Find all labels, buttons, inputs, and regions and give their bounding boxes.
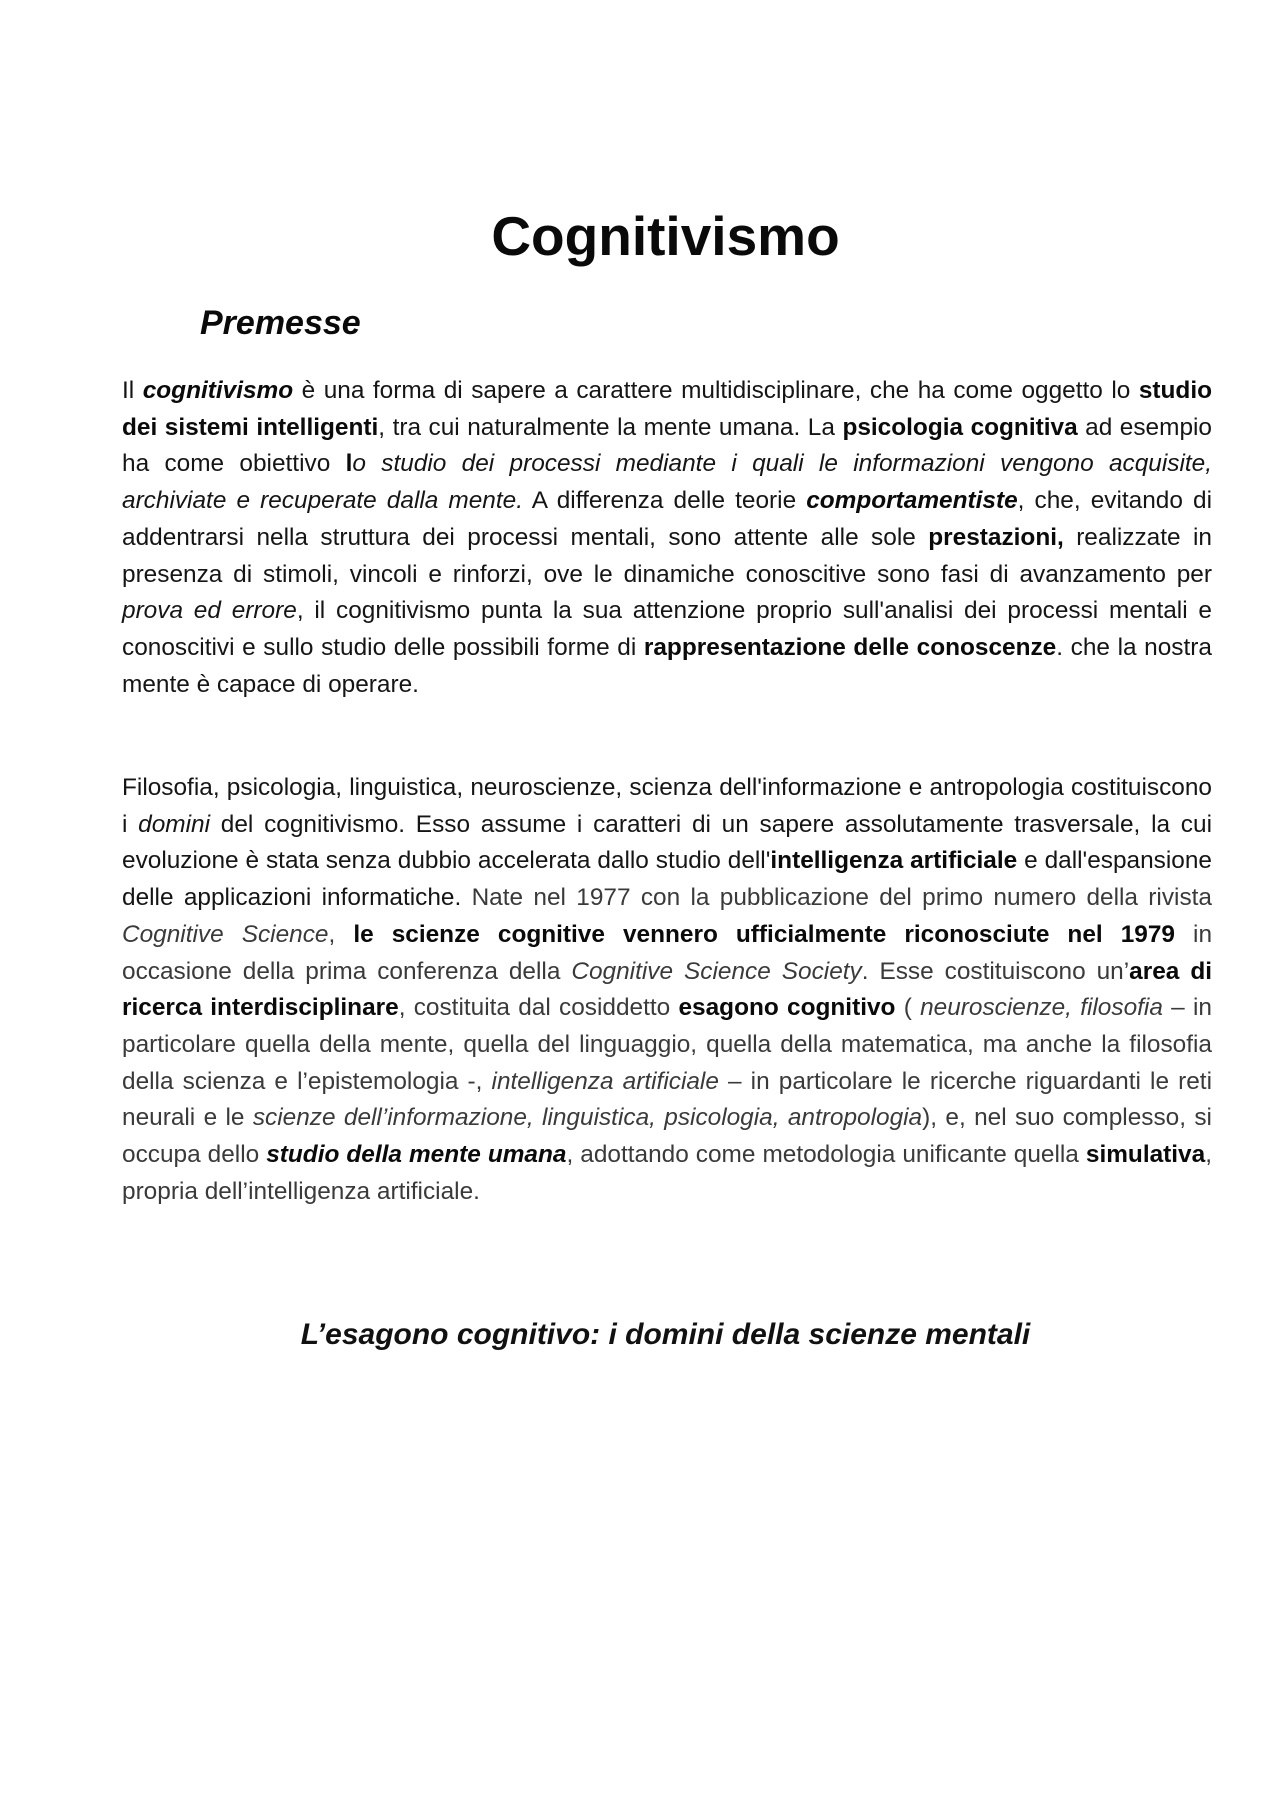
text-run: rappresentazione delle conoscenze [643, 633, 1057, 661]
text-run: area di ricerca interdisciplinare [122, 957, 1212, 1022]
text-run: è una forma di sapere a carattere multidisciplinare, che ha come oggetto lo [293, 377, 1139, 404]
text-run: cognitivismo [142, 377, 294, 404]
paragraph-premesse [122, 373, 1212, 703]
text-run: Il [122, 377, 143, 404]
figure-caption: L’esagono cognitivo: i domini della scienze mentali [300, 1318, 1031, 1351]
text-run: e dall'espansione delle applicazioni informatiche. [122, 847, 1212, 912]
text-run: ( [895, 994, 921, 1022]
text-run: realizzate in presenza di stimoli, vincoli e rinforzi, ove le dinamiche conoscitive sono fasi di avanzamento per [122, 523, 1212, 588]
text-run: comportamentiste [806, 487, 1018, 515]
text-run: Cognitive Science [122, 920, 329, 948]
text-run: , propria dell’intelligenza artificiale. [122, 1141, 1212, 1205]
text-run: del cognitivismo. Esso assume i caratteri di un sapere assolutamente trasversale, la cui evoluzione è stata senza dubbio accelerata dallo studio dell' [122, 810, 1212, 875]
text-run: Nate nel 1977 con la pubblicazione del primo numero della rivista [461, 884, 1212, 912]
text-run: studio dei sistemi intelligenti [122, 377, 1212, 441]
text-run: , che, evitando di addentrarsi nella struttura dei processi mentali, sono attente alle sole [122, 487, 1212, 551]
text-run: Filosofia, psicologia, linguistica, neuroscienze, scienza dell'informazione e antropologia costituiscono i [122, 774, 1212, 838]
text-run: . che la nostra mente è capace di operare. [122, 633, 1212, 698]
text-run: le scienze cognitive vennero ufficialmente riconosciute nel 1979 [353, 920, 1175, 948]
text-run: – in particolare quella della mente, quella del linguaggio, quella della matematica, ma anche la filosofia della scienza e l’epistemologia -, [122, 994, 1212, 1095]
text-run: , adottando come metodologia unificante quella [566, 1141, 1086, 1169]
text-run: intelligenza artificiale [770, 847, 1018, 875]
text-run: – in particolare le ricerche riguardanti le reti neurali e le [122, 1067, 1212, 1132]
text-run: , [328, 920, 354, 948]
page-title: Cognitivismo [491, 205, 840, 267]
text-run: domini [138, 810, 211, 838]
text-run: psicologia cognitiva [842, 413, 1078, 441]
text-run: A differenza delle teorie [523, 487, 807, 515]
text-run: , costituita dal cosiddetto [398, 994, 679, 1022]
text-run: Cognitive Science Society [571, 957, 862, 985]
text-run: esagono cognitivo [678, 994, 896, 1022]
text-run: neuroscienze, filosofia [920, 994, 1163, 1022]
text-run: studio della mente umana [266, 1141, 567, 1169]
text-run: in occasione della prima conferenza della [122, 920, 1213, 985]
text-run: simulativa [1085, 1141, 1206, 1169]
paragraph-domini [122, 770, 1212, 1210]
text-run: , il cognitivismo punta la sua attenzione proprio sull'analisi dei processi mentali e conoscitivi e sullo studio delle possibili forme di [122, 597, 1212, 661]
text-run: o studio dei processi mediante i quali le informazioni vengono acquisite, archiviate e recuperate dalla mente. [122, 450, 1212, 515]
text-run: . Esse costituiscono un’ [861, 957, 1130, 985]
text-run: prestazioni, [928, 523, 1064, 551]
text-run: ad esempio ha come obiettivo [122, 413, 1212, 478]
text-run: intelligenza artificiale [491, 1067, 719, 1095]
text-run: ), e, nel suo complesso, si occupa dello [122, 1104, 1212, 1169]
text-run: scienze dell’informazione, linguistica, psicologia, antropologia [252, 1104, 923, 1132]
text-run: l [345, 450, 353, 478]
section-heading: Premesse [200, 304, 361, 342]
text-run: , tra cui naturalmente la mente umana. La [378, 413, 843, 441]
text-run: prova ed errore [122, 597, 297, 625]
